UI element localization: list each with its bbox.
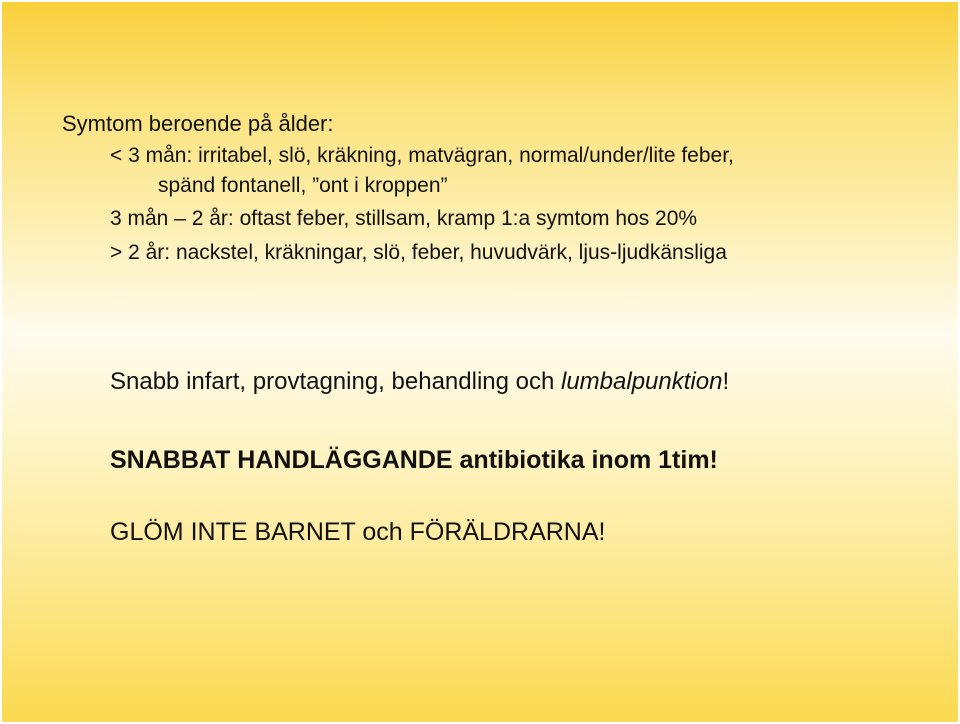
urgency-suffix: ! xyxy=(722,368,730,395)
urgency-emphasis: lumbalpunktion xyxy=(561,368,723,395)
urgency-prefix: Snabb infart, provtagning, behandling och xyxy=(110,368,561,395)
reminder-line: GLÖM INTE BARNET och FÖRÄLDRARNA! xyxy=(110,518,606,546)
symptom-line-under-3-months-continued: spänd fontanell, ”ont i kroppen” xyxy=(158,174,448,197)
action-line: SNABBAT HANDLÄGGANDE antibiotika inom 1tim! xyxy=(110,446,718,474)
slide-heading: Symtom beroende på ålder: xyxy=(62,111,334,136)
symptom-line-over-2-years: > 2 år: nackstel, kräkningar, slö, feber, huvudvärk, ljus-ljudkänsliga xyxy=(110,241,727,264)
urgency-line xyxy=(110,370,729,394)
symptom-line-3-months-to-2-years: 3 mån – 2 år: oftast feber, stillsam, kramp 1:a symtom hos 20% xyxy=(110,207,698,230)
symptom-line-under-3-months: < 3 mån: irritabel, slö, kräkning, matvägran, normal/under/lite feber, xyxy=(110,144,734,167)
